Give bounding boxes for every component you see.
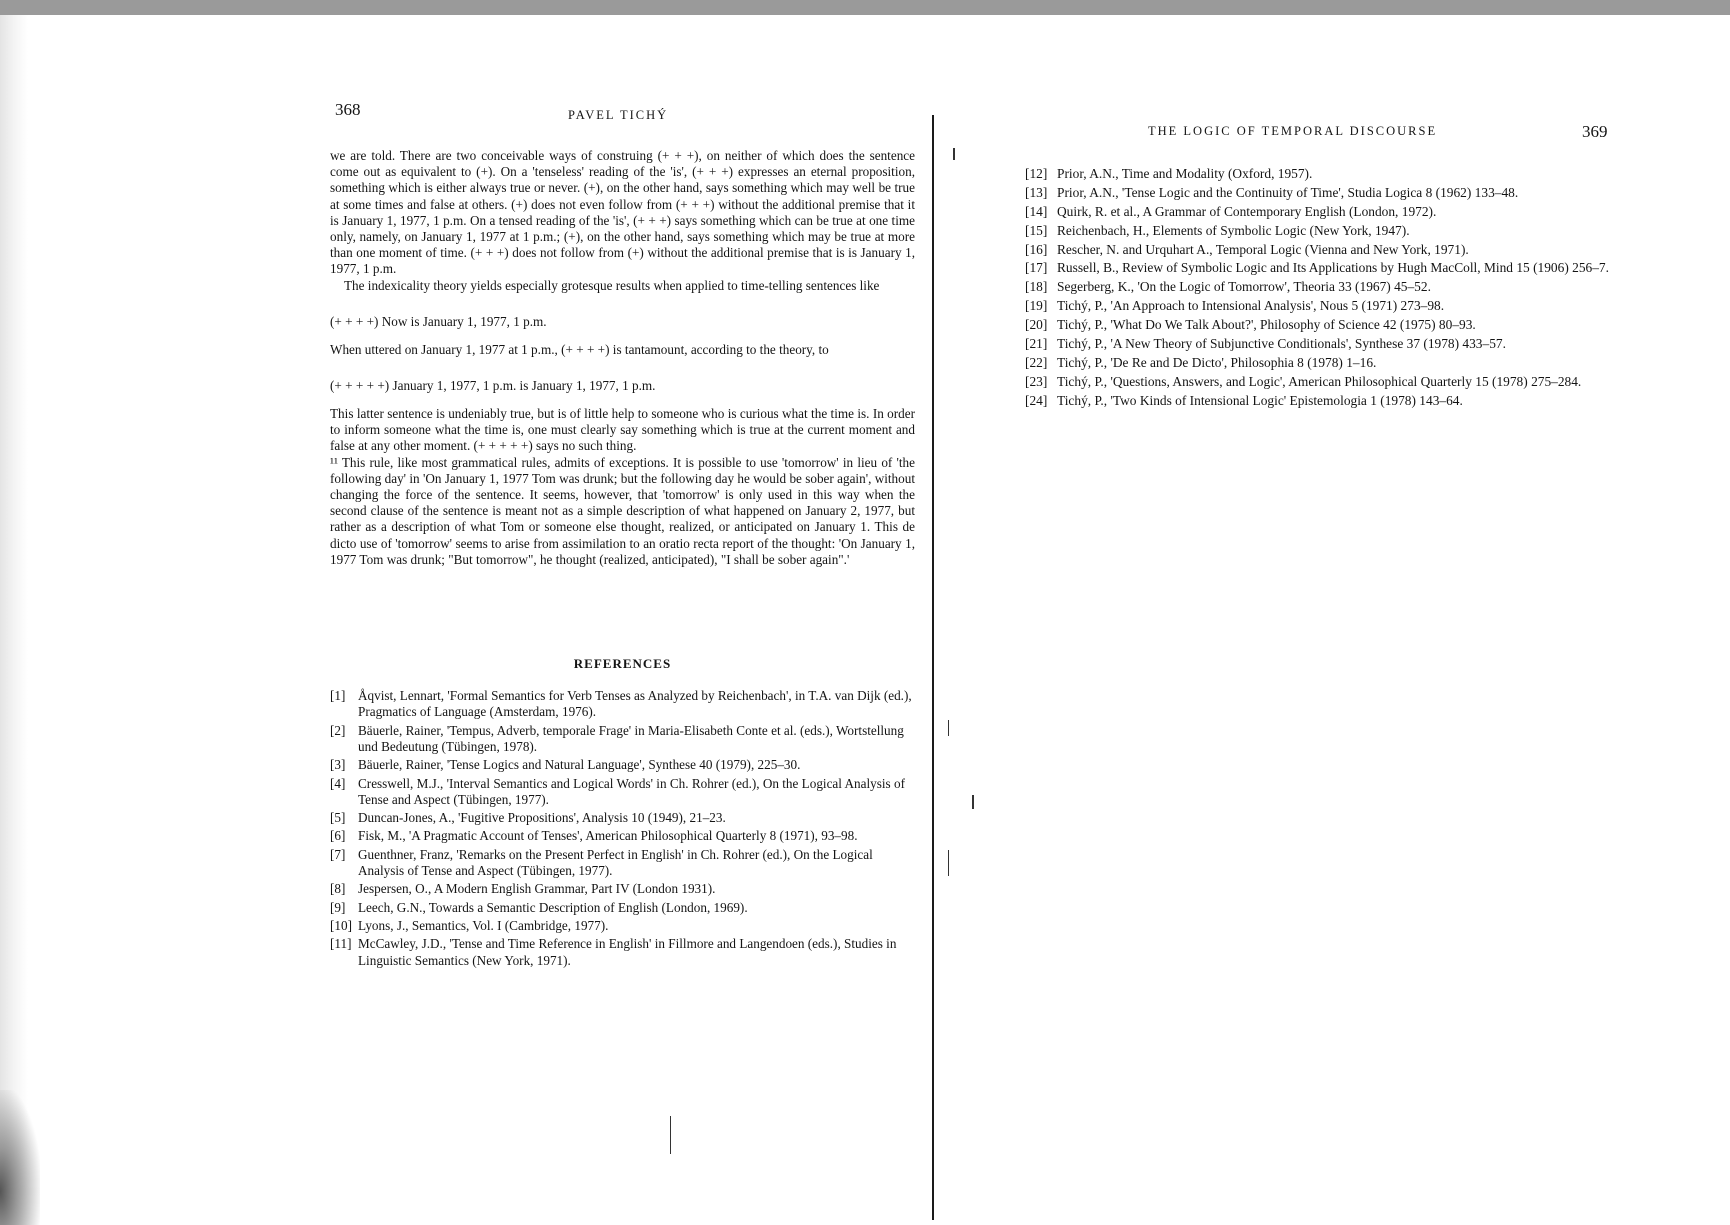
- gutter-mark: [948, 720, 949, 736]
- example-sentence: (+ + + + +) January 1, 1977, 1 p.m. is January 1, 1977, 1 p.m.: [330, 378, 656, 394]
- reference-item: [8] Jespersen, O., A Modern English Grammar, Part IV (London 1931).: [330, 881, 716, 897]
- reference-item: [11] McCawley, J.D., 'Tense and Time Reference in English' in Fillmore and Langendoen (eds.), Studies in Linguistic Semantics (New York, 1971).: [330, 936, 897, 968]
- reference-item: [6] Fisk, M., 'A Pragmatic Account of Tenses', American Philosophical Quarterly 8 (1971), 93–98.: [330, 828, 858, 844]
- reference-list: [1025, 166, 1610, 409]
- reference-item: [2] Bäuerle, Rainer, 'Tempus, Adverb, temporale Frage' in Maria-Elisabeth Conte et al. (eds.), Wortstellung und Bedeutung (Tübingen, 1978).: [330, 722, 904, 754]
- gutter-mark: [948, 850, 949, 876]
- running-head: PAVEL TICHÝ: [568, 108, 669, 122]
- reference-item: [3] Bäuerle, Rainer, 'Tense Logics and Natural Language', Synthese 40 (1979), 225–30.: [330, 757, 801, 773]
- reference-item: [12] Prior, A.N., Time and Modality (Oxford, 1957).: [1025, 166, 1313, 181]
- reference-item: [10] Lyons, J., Semantics, Vol. I (Cambridge, 1977).: [330, 917, 609, 933]
- gutter-mark: [972, 795, 974, 809]
- footnote-text: ¹¹ This rule, like most grammatical rules, admits of exceptions. It is possible to use 'tomorrow' in lieu of 'the following day' in 'On January 1, 1977 Tom was drunk; but the following day he would be sober again', without changing the force of the sentence. It seems, however, that 'tomorrow' is only used in this way when the second clause of the sentence is meant not as a simple description of what happened on January 2, 1977, but rather as a description of what Tom or someone else thought, realized, or anticipated on January 1. This de dicto use of 'tomorrow' seems to arise from assimilation to an oratio recta report of the thought: 'On January 1, 1977 Tom was drunk; "But tomorrow", he thought (realized, anticipated), "I shall be sober again".': [330, 454, 915, 567]
- reference-item: [15] Reichenbach, H., Elements of Symbolic Logic (New York, 1947).: [1025, 222, 1410, 238]
- example-sentence: (+ + + +) Now is January 1, 1977, 1 p.m.: [330, 313, 547, 329]
- reference-item: [1] Åqvist, Lennart, 'Formal Semantics for Verb Tenses as Analyzed by Reichenbach', in T.A. van Dijk (ed.), Pragmatics of Language (Amsterdam, 1976).: [330, 688, 912, 720]
- gutter-mark: [953, 148, 955, 160]
- reference-item: [13] Prior, A.N., 'Tense Logic and the Continuity of Time', Studia Logica 8 (1962) 133–48.: [1025, 184, 1519, 200]
- footnote: [330, 455, 915, 568]
- reference-item: [20] Tichý, P., 'What Do We Talk About?', Philosophy of Science 42 (1975) 80–93.: [1025, 317, 1476, 333]
- reference-item: [21] Tichý, P., 'A New Theory of Subjunctive Conditionals', Synthese 37 (1978) 433–57.: [1025, 336, 1506, 352]
- center-mark: [670, 1116, 671, 1154]
- paragraph: The indexicality theory yields especially grotesque results when applied to time-telling sentences like: [344, 277, 880, 293]
- reference-item: [9] Leech, G.N., Towards a Semantic Description of English (London, 1969).: [330, 899, 748, 915]
- binding-shadow: [0, 1090, 40, 1225]
- reference-item: [18] Segerberg, K., 'On the Logic of Tomorrow', Theoria 33 (1967) 45–52.: [1025, 279, 1431, 295]
- reference-item: [7] Guenthner, Franz, 'Remarks on the Present Perfect in English' in Ch. Rohrer (ed.), On the Logical Analysis of Tense and Aspect (Tübingen, 1977).: [330, 846, 873, 879]
- right-page-body: [1025, 166, 1610, 412]
- page-number: 368: [335, 100, 361, 119]
- reference-item: [17] Russell, B., Review of Symbolic Logic and Its Applications by Hugh MacColl, Mind 15 (1906) 256–7.: [1025, 260, 1609, 276]
- paragraph: When uttered on January 1, 1977 at 1 p.m., (+ + + +) is tantamount, according to the theory, to: [330, 341, 829, 357]
- reference-item: [5] Duncan-Jones, A., 'Fugitive Propositions', Analysis 10 (1949), 21–23.: [330, 810, 726, 826]
- running-head: THE LOGIC OF TEMPORAL DISCOURSE: [1148, 124, 1438, 138]
- reference-item: [14] Quirk, R. et al., A Grammar of Contemporary English (London, 1972).: [1025, 203, 1437, 219]
- scan-left-shadow: [0, 15, 28, 1225]
- reference-item: [24] Tichý, P., 'Two Kinds of Intensional Logic' Epistemologia 1 (1978) 143–64.: [1025, 392, 1463, 408]
- references-heading: REFERENCES: [573, 656, 672, 672]
- left-page-body: [330, 148, 915, 971]
- reference-item: [22] Tichý, P., 'De Re and De Dicto', Philosophia 8 (1978) 1–16.: [1025, 354, 1377, 370]
- page-number: 369: [1582, 122, 1608, 141]
- reference-item: [23] Tichý, P., 'Questions, Answers, and Logic', American Philosophical Quarterly 15 (1978) 275–284.: [1025, 373, 1582, 389]
- scan-top-border: [0, 0, 1730, 15]
- paragraph: we are told. There are two conceivable ways of construing (+ + +), on neither of which does the sentence come out as equivalent to (+). On a 'tenseless' reading of the 'is', (+ + +) expresses an eternal proposition, something which is either always true or never. (+), on the other hand, says something which may well be true at some times and false at others. (+) does not even follow from (+ + +) without the additional premise that it is January 1, 1977, 1 p.m. On a tensed reading of the 'is', (+ + +) says something which can be true at one time only, namely, on January 1, 1977 at 1 p.m.; (+), on the other hand, says something which may be true at more than one moment of time. (+ + +) does not follow from (+) without the additional premise that is is January 1, 1977, 1 p.m.: [330, 148, 915, 277]
- reference-item: [4] Cresswell, M.J., 'Interval Semantics and Logical Words' in Ch. Rohrer (ed.), On the Logical Analysis of Tense and Aspect (Tübingen, 1977).: [330, 775, 905, 807]
- page-gutter-line: [932, 115, 934, 1220]
- reference-item: [19] Tichý, P., 'An Approach to Intensional Analysis', Nous 5 (1971) 273–98.: [1025, 298, 1445, 314]
- reference-item: [16] Rescher, N. and Urquhart A., Temporal Logic (Vienna and New York, 1971).: [1025, 241, 1469, 257]
- paragraph: This latter sentence is undeniably true, but is of little help to someone who is curious what the time is. In order to inform someone what the time is, one must clearly say something which is true at the current moment and false at any other moment. (+ + + + +) says no such thing.: [330, 406, 915, 454]
- reference-list: [330, 688, 915, 969]
